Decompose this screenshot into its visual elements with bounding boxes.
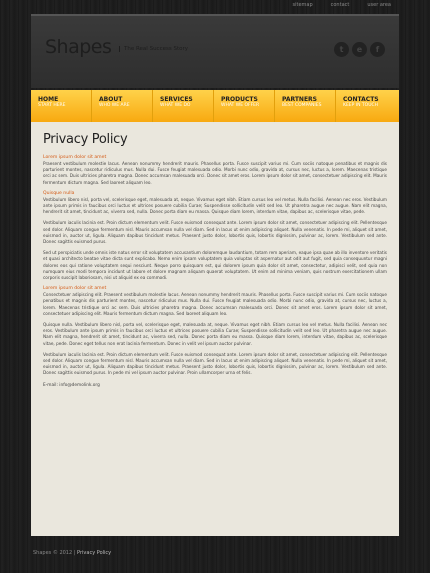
page-container xyxy=(31,14,399,540)
top-links xyxy=(283,0,400,10)
section-paragraph: Consectetuer adipiscing elit. Praesent vestibulum molestie lacus. Aenean nonummy hendrerit mauris. Phasellus porta. Fusce suscipit varius mi. Cum sociis natoque penatibus et magnis dis parturient montes, nascetur ridiculus mus. Nulla dui. Fusce feugiat malesuada odio. Morbi nunc odio, gravida at, cursus nec, luctus a, lorem. Maecenas tristique orci ac sem. Duis ultricies pharetra magna. Donec accumsan malesuada orci. Donec sit amet eros. Lorem ipsum dolor sit amet, consectetuer adipiscing elit. Mauris fermentum dictum magna. Sed laoreet aliquam leo. xyxy=(43,292,387,316)
nav-item-about[interactable] xyxy=(92,90,153,122)
section-paragraph: Vestibulum libero nisl, porta vel, scelerisque eget, malesuada at, neque. Vivamus eget nibh. Etiam cursus leo vel metus. Nulla facilisi. Aenean nec eros. Vestibulum ante ipsum primis in faucibus orci luctus et ultrices posuere cubilia Curae; Suspendisse sollicitudin velit sed leo. Ut pharetra augue nec augue. Nam elit magna, hendrerit sit amet, tincidunt ac, viverra sed, nulla. Donec porta diam eu massa. Quisque diam lorem, interdum vitae, dapibus ac, scelerisque vitae, pede. xyxy=(43,196,387,215)
nav-label: HOME xyxy=(38,96,59,103)
contact-email xyxy=(43,383,387,388)
section-paragraph: Vestibulum iaculis lacinia est. Proin dictum elementum velit. Fusce euismod consequat ante. Lorem ipsum dolor sit amet, consectetuer adipiscing elit. Pellentesque sed dolor. Aliquam congue fermentum nisl. Mauris accumsan nulla vel diam. Sed in lacus ut enim adipiscing aliquet. Nulla venenatis. In pede mi, aliquet sit amet, euismod in, auctor ut, ligula. Aliquam dapibus tincidunt metus. Praesent justo dolor, lobortis quis, lobortis dignissim, pulvinar ac, lorem. Vestibulum sed ante. Donec sagittis euismod purus. xyxy=(43,220,387,245)
nav-label: PRODUCTS xyxy=(221,96,258,103)
nav-item-home[interactable] xyxy=(31,90,92,122)
section-paragraph: Sed ut perspiciatis unde omnis iste natus error sit voluptatem accusantium doloremque laudantium, totam rem aperiam, eaque ipsa quae ab illo inventore veritatis et quasi architecto beatae vitae dicta sunt explicabo. Nemo enim ipsam voluptatem quia voluptas sit aspernatur aut odit aut fugit, sed quia consequuntur magni dolores eos qui ratione voluptatem sequi nesciunt. Neque porro quisquam est, qui dolorem ipsum quia dolor sit amet, consectetur, adipisci velit, sed quia non numquam eius modi tempora incidunt ut labore et dolore magnam aliquam quaerat voluptatem. Ut enim ad minima veniam, quis nostrum exercitationem ullam corporis suscipit laboriosam, nisi ut aliquid ex ea commodi. xyxy=(43,250,387,281)
section-paragraph: Quisque nulla. Vestibulum libero nisl, porta vel, scelerisque eget, malesuada at, neque. Vivamus eget nibh. Etiam cursus leo vel metus. Nulla facilisi. Aenean nec eros. Vestibulum ante ipsum primis in faucibus orci luctus et ultrices posuere cubilia Curae; Suspendisse sollicitudin velit sed leo. Ut pharetra augue nec augue. Nam elit magna, hendrerit sit amet, tincidunt ac, viverra sed, nulla. Donec porta diam eu massa. Quisque diam lorem, interdum vitae, dapibus ac, scelerisque vitae, pede. Donec eget tellus non erat lacinia fermentum. Donec in velit vel ipsum auctor pulvinar. xyxy=(43,322,387,346)
sitemap-link[interactable]: sitemap xyxy=(292,2,313,8)
nav-label: CONTACTS xyxy=(343,96,379,103)
section-title: Quisque nulla xyxy=(43,190,75,196)
nav-item-contacts[interactable] xyxy=(336,90,397,122)
nav-sublabel: START HERE xyxy=(38,103,66,108)
logo[interactable]: Shapes xyxy=(45,36,112,58)
nav-sublabel: BEST COMPANIES xyxy=(282,103,322,108)
nav-sublabel: WHO WE ARE xyxy=(99,103,130,108)
twitter-icon[interactable]: t xyxy=(334,42,349,57)
nav-label: PARTNERS xyxy=(282,96,317,103)
nav-label: SERVICES xyxy=(160,96,193,103)
nav-sublabel: WHAT WE OFFER xyxy=(221,103,260,108)
nav-item-partners[interactable] xyxy=(275,90,336,122)
section-title: Lorem ipsum dolor sit amet xyxy=(43,286,107,292)
nav-sublabel: KEEP IN TOUCH xyxy=(343,103,379,108)
contact-link[interactable]: contact xyxy=(330,2,350,8)
email-link[interactable]: info@demolink.org xyxy=(59,382,100,388)
policy-section xyxy=(43,191,387,281)
page-title: Privacy Policy xyxy=(43,132,128,147)
email-label: E-mail: xyxy=(43,382,58,388)
policy-section xyxy=(43,286,387,376)
footer-copyright: Shapes © 2012 xyxy=(33,550,73,556)
footer: Shapes © 2012 | Privacy Policy xyxy=(33,550,112,556)
tagline: The Real Success Story xyxy=(119,46,188,52)
section-title: Lorem ipsum dolor sit amet xyxy=(43,155,107,160)
header xyxy=(31,14,399,88)
nav-item-products[interactable] xyxy=(214,90,275,122)
facebook-icon[interactable]: f xyxy=(370,42,385,57)
privacy-policy-link[interactable]: Privacy Policy xyxy=(77,550,112,556)
main-content xyxy=(31,122,399,536)
social-links xyxy=(334,42,385,57)
nav-sublabel: WHAT WE DO xyxy=(160,103,191,108)
section-paragraph: Praesent vestibulum molestie lacus. Aenean nonummy hendrerit mauris. Phasellus porta. Fusce suscipit varius mi. Cum sociis natoque penatibus et magnis dis parturient montes, nascetur ridiculus mus. Nulla dui. Fusce feugiat malesuada odio. Morbi nunc odio, gravida at, cursus nec, luctus a, lorem. Maecenas tristique orci ac sem. Duis ultricies pharetra magna. Donec accumsan malesuada orci. Donec sit amet eros. Lorem ipsum dolor sit amet, consectetuer adipiscing elit. Mauris fermentum dictum magna. Sed laoreet aliquam leo. xyxy=(43,161,387,185)
email-icon[interactable]: e xyxy=(352,42,367,57)
nav-label: ABOUT xyxy=(99,96,123,103)
user-area-link[interactable]: user area xyxy=(367,2,391,8)
nav-item-services[interactable] xyxy=(153,90,214,122)
policy-section xyxy=(43,155,387,186)
section-paragraph: Vestibulum iaculis lacinia est. Proin dictum elementum velit. Fusce euismod consequat ante. Lorem ipsum dolor sit amet, consectetuer adipiscing elit. Pellentesque sed dolor. Aliquam congue fermentum nisl. Mauris accumsan nulla vel diam. Sed in lacus ut enim adipiscing aliquet. Nulla venenatis. In pede mi, aliquet sit amet, euismod in, auctor ut, ligula. Aliquam dapibus tincidunt metus. Praesent justo dolor, lobortis quis, lobortis dignissim, pulvinar ac, lorem. Vestibulum sed ante. Donec sagittis euismod purus. In pede mi vel ipsum auctor pulvinar. Proin ullamcorper urna et felis. xyxy=(43,351,387,376)
main-nav xyxy=(31,90,399,122)
